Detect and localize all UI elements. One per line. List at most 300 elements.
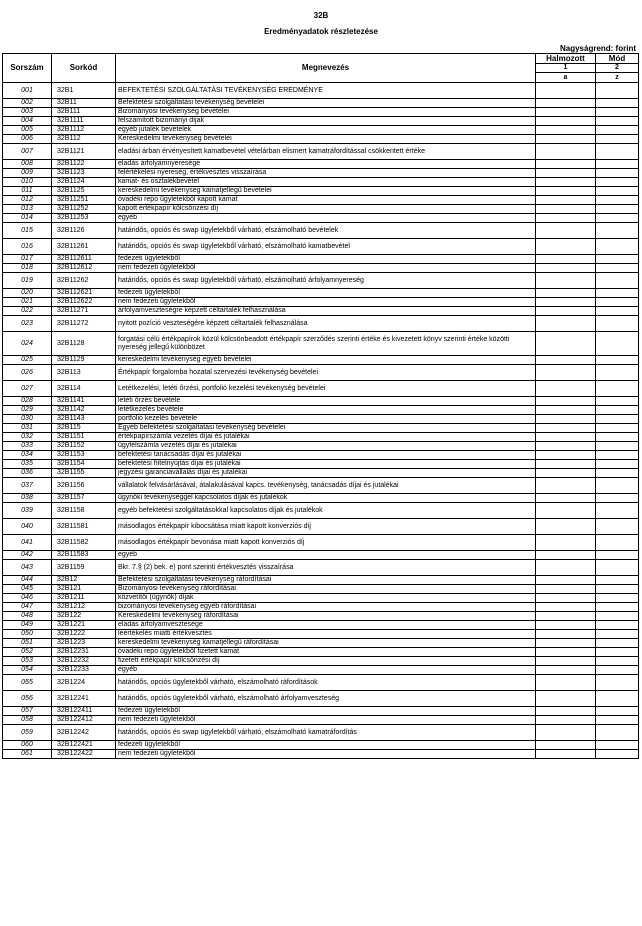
row-halmozott[interactable] <box>536 298 596 307</box>
row-name: Értékpapír forgalomba hozatal szervezési tevékenység bevételei <box>116 365 536 381</box>
col-halmozott-letter: a <box>536 73 596 83</box>
row-code: 32B1124 <box>52 178 116 187</box>
row-number: 058 <box>3 716 52 725</box>
row-number: 004 <box>3 117 52 126</box>
row-code: 32B11582 <box>52 535 116 551</box>
table-row <box>3 519 639 535</box>
row-halmozott[interactable] <box>536 196 596 205</box>
row-name: határidős, opciós és swap ügyletekből várható, elszámolható árfolyamnyereség <box>116 273 536 289</box>
table-row <box>3 99 639 108</box>
row-mod[interactable] <box>596 666 639 675</box>
row-number: 055 <box>3 675 52 691</box>
row-halmozott[interactable] <box>536 160 596 169</box>
row-number: 012 <box>3 196 52 205</box>
row-halmozott[interactable] <box>536 433 596 442</box>
row-mod[interactable] <box>596 397 639 406</box>
table-row <box>3 648 639 657</box>
row-name: értékpapírszámla vezetés díjai és jutalékai <box>116 433 536 442</box>
row-mod[interactable] <box>596 239 639 255</box>
row-mod[interactable] <box>596 214 639 223</box>
table-row <box>3 196 639 205</box>
row-code: 32B12242 <box>52 725 116 741</box>
row-mod[interactable] <box>596 460 639 469</box>
table-row <box>3 551 639 560</box>
row-mod[interactable] <box>596 365 639 381</box>
row-number: 001 <box>3 83 52 99</box>
row-number: 011 <box>3 187 52 196</box>
row-code: 32B112621 <box>52 289 116 298</box>
row-number: 014 <box>3 214 52 223</box>
row-code: 32B1141 <box>52 397 116 406</box>
row-halmozott[interactable] <box>536 460 596 469</box>
row-code: 32B11252 <box>52 205 116 214</box>
row-code: 32B1221 <box>52 621 116 630</box>
row-halmozott[interactable] <box>536 316 596 332</box>
row-halmozott[interactable] <box>536 239 596 255</box>
row-mod[interactable] <box>596 316 639 332</box>
row-mod[interactable] <box>596 442 639 451</box>
row-halmozott[interactable] <box>536 750 596 759</box>
row-halmozott[interactable] <box>536 356 596 365</box>
table-row <box>3 639 639 648</box>
row-number: 045 <box>3 585 52 594</box>
row-name: bizományosi tevékenység egyéb ráfordításai <box>116 603 536 612</box>
row-mod[interactable] <box>596 707 639 716</box>
row-code: 32B122 <box>52 612 116 621</box>
row-code: 32B112612 <box>52 264 116 273</box>
row-halmozott[interactable] <box>536 621 596 630</box>
row-number: 030 <box>3 415 52 424</box>
table-row <box>3 707 639 716</box>
row-number: 016 <box>3 239 52 255</box>
row-name: jegyzési garanciavállalás díjai és jutalékai <box>116 469 536 478</box>
row-halmozott[interactable] <box>536 594 596 603</box>
row-name: egyéb <box>116 214 536 223</box>
row-number: 027 <box>3 381 52 397</box>
row-halmozott[interactable] <box>536 264 596 273</box>
table-row <box>3 239 639 255</box>
table-row <box>3 83 639 99</box>
row-halmozott[interactable] <box>536 675 596 691</box>
table-row <box>3 205 639 214</box>
row-mod[interactable] <box>596 560 639 576</box>
row-halmozott[interactable] <box>536 442 596 451</box>
row-mod[interactable] <box>596 196 639 205</box>
row-code: 32B122411 <box>52 707 116 716</box>
row-mod[interactable] <box>596 83 639 99</box>
row-name: másodlagos értékpapír bevonása miatt kapott konverziós díj <box>116 535 536 551</box>
row-halmozott[interactable] <box>536 519 596 535</box>
table-row <box>3 675 639 691</box>
row-name: forgatási célú értékpapírok közül kölcsönbeadott értékpapír szerződés szerinti értéke és kivezetett könyv szerinti értéke közötti nyereség jellegű különbözet <box>116 332 536 356</box>
row-mod[interactable] <box>596 519 639 535</box>
row-mod[interactable] <box>596 406 639 415</box>
row-halmozott[interactable] <box>536 178 596 187</box>
row-mod[interactable] <box>596 255 639 264</box>
row-name: Egyéb befektetési szolgáltatási tevékenység bevételei <box>116 424 536 433</box>
row-halmozott[interactable] <box>536 83 596 99</box>
row-mod[interactable] <box>596 223 639 239</box>
row-halmozott[interactable] <box>536 144 596 160</box>
row-halmozott[interactable] <box>536 551 596 560</box>
row-name: fedezeti ügyletekből <box>116 741 536 750</box>
row-name: letéti őrzés bevétele <box>116 397 536 406</box>
row-halmozott[interactable] <box>536 307 596 316</box>
row-mod[interactable] <box>596 135 639 144</box>
row-mod[interactable] <box>596 648 639 657</box>
table-row <box>3 307 639 316</box>
row-mod[interactable] <box>596 494 639 503</box>
row-halmozott[interactable] <box>536 494 596 503</box>
row-mod[interactable] <box>596 750 639 759</box>
row-mod[interactable] <box>596 639 639 648</box>
row-halmozott[interactable] <box>536 666 596 675</box>
row-code: 32B12231 <box>52 648 116 657</box>
row-number: 028 <box>3 397 52 406</box>
row-halmozott[interactable] <box>536 169 596 178</box>
data-table <box>2 53 639 759</box>
row-halmozott[interactable] <box>536 716 596 725</box>
row-number: 050 <box>3 630 52 639</box>
row-halmozott[interactable] <box>536 126 596 135</box>
row-halmozott[interactable] <box>536 365 596 381</box>
row-code: 32B11261 <box>52 239 116 255</box>
table-row <box>3 469 639 478</box>
row-code: 32B114 <box>52 381 116 397</box>
row-code: 32B1159 <box>52 560 116 576</box>
table-row <box>3 187 639 196</box>
row-number: 006 <box>3 135 52 144</box>
row-halmozott[interactable] <box>536 255 596 264</box>
row-code: 32B1212 <box>52 603 116 612</box>
row-halmozott[interactable] <box>536 639 596 648</box>
table-row <box>3 433 639 442</box>
row-code: 32B113 <box>52 365 116 381</box>
row-name: árfolyamveszteségre képzett céltartalék felhasználása <box>116 307 536 316</box>
row-halmozott[interactable] <box>536 397 596 406</box>
row-mod[interactable] <box>596 144 639 160</box>
row-name: határidős, opciós ügyletekből várható, elszámolható ráfordítások <box>116 675 536 691</box>
table-row <box>3 144 639 160</box>
row-code: 32B1224 <box>52 675 116 691</box>
row-mod[interactable] <box>596 691 639 707</box>
row-code: 32B1151 <box>52 433 116 442</box>
row-name: vállalatok felvásárlásával, átalakulásával kapcs. tevékenység, tanácsadás díjai és jutalékai <box>116 478 536 494</box>
table-row <box>3 169 639 178</box>
row-mod[interactable] <box>596 716 639 725</box>
table-row <box>3 273 639 289</box>
table-row <box>3 415 639 424</box>
row-name: fedezeti ügyletekből <box>116 707 536 716</box>
row-mod[interactable] <box>596 187 639 196</box>
row-code: 32B1154 <box>52 460 116 469</box>
row-mod[interactable] <box>596 478 639 494</box>
row-mod[interactable] <box>596 433 639 442</box>
row-name: befektetési hitelnyújtás díjai és jutalékai <box>116 460 536 469</box>
row-halmozott[interactable] <box>536 691 596 707</box>
row-name: kereskedelmi tevékenység egyéb bevételei <box>116 356 536 365</box>
row-code: 32B115 <box>52 424 116 433</box>
row-mod[interactable] <box>596 451 639 460</box>
unit-label: Nagyságrend: forint <box>559 44 636 53</box>
row-name: határidős, opciós és swap ügyletekből várható, elszámolható bevételek <box>116 223 536 239</box>
row-halmozott[interactable] <box>536 273 596 289</box>
row-number: 019 <box>3 273 52 289</box>
row-halmozott[interactable] <box>536 648 596 657</box>
row-mod[interactable] <box>596 675 639 691</box>
row-halmozott[interactable] <box>536 451 596 460</box>
row-mod[interactable] <box>596 356 639 365</box>
row-name: közvetítői (ügynök) díjak <box>116 594 536 603</box>
table-row <box>3 381 639 397</box>
table-row <box>3 585 639 594</box>
table-row <box>3 451 639 460</box>
row-name: kamat- és osztalékbevétel <box>116 178 536 187</box>
table-row <box>3 160 639 169</box>
row-mod[interactable] <box>596 169 639 178</box>
table-body <box>3 83 639 759</box>
row-number: 046 <box>3 594 52 603</box>
row-halmozott[interactable] <box>536 205 596 214</box>
table-row <box>3 126 639 135</box>
form-title: Eredményadatok részletezése <box>264 27 378 36</box>
table-row <box>3 135 639 144</box>
row-number: 003 <box>3 108 52 117</box>
row-mod[interactable] <box>596 585 639 594</box>
table-row <box>3 298 639 307</box>
row-code: 32B1142 <box>52 406 116 415</box>
row-name: egyéb befektetési szolgáltatásokkal kapcsolatos díjak és jutalékok <box>116 503 536 519</box>
table-row <box>3 691 639 707</box>
row-number: 057 <box>3 707 52 716</box>
row-halmozott[interactable] <box>536 381 596 397</box>
row-mod[interactable] <box>596 99 639 108</box>
row-name: eladás árfolyamnyeresége <box>116 160 536 169</box>
row-halmozott[interactable] <box>536 214 596 223</box>
row-code: 32B11271 <box>52 307 116 316</box>
row-mod[interactable] <box>596 630 639 639</box>
table-row <box>3 657 639 666</box>
row-name: felértékelési nyereség, értékvesztés visszaírása <box>116 169 536 178</box>
row-mod[interactable] <box>596 381 639 397</box>
table-row <box>3 264 639 273</box>
row-name: Bkr. 7.§ (2) bek. e) pont szerinti értékvesztés visszaírása <box>116 560 536 576</box>
table-row <box>3 460 639 469</box>
row-mod[interactable] <box>596 725 639 741</box>
row-code: 32B1126 <box>52 223 116 239</box>
row-halmozott[interactable] <box>536 223 596 239</box>
row-name: határidős, opciós és swap ügyletekből várható, elszámolható kamatráfordítás <box>116 725 536 741</box>
row-code: 32B1111 <box>52 117 116 126</box>
row-halmozott[interactable] <box>536 630 596 639</box>
table-row <box>3 356 639 365</box>
row-code: 32B1129 <box>52 356 116 365</box>
row-halmozott[interactable] <box>536 135 596 144</box>
row-code: 32B11581 <box>52 519 116 535</box>
row-halmozott[interactable] <box>536 725 596 741</box>
row-name: Letétkezelési, letéti őrzési, portfolió kezelési tevékenység bevételei <box>116 381 536 397</box>
row-name: BEFEKTETÉSI SZOLGÁLTATÁSI TEVÉKENYSÉG EREDMÉNYE <box>116 83 536 99</box>
row-halmozott[interactable] <box>536 469 596 478</box>
row-number: 036 <box>3 469 52 478</box>
row-code: 32B1 <box>52 83 116 99</box>
row-halmozott[interactable] <box>536 99 596 108</box>
row-mod[interactable] <box>596 332 639 356</box>
table-row <box>3 478 639 494</box>
row-number: 005 <box>3 126 52 135</box>
row-code: 32B1123 <box>52 169 116 178</box>
row-halmozott[interactable] <box>536 108 596 117</box>
row-mod[interactable] <box>596 205 639 214</box>
row-mod[interactable] <box>596 741 639 750</box>
row-name: nem fedezeti ügyletekből <box>116 716 536 725</box>
table-row <box>3 630 639 639</box>
row-mod[interactable] <box>596 117 639 126</box>
row-halmozott[interactable] <box>536 585 596 594</box>
row-mod[interactable] <box>596 424 639 433</box>
row-number: 042 <box>3 551 52 560</box>
row-halmozott[interactable] <box>536 406 596 415</box>
row-mod[interactable] <box>596 273 639 289</box>
row-code: 32B112611 <box>52 255 116 264</box>
row-name: eladás árfolyamvesztesége <box>116 621 536 630</box>
row-number: 002 <box>3 99 52 108</box>
row-halmozott[interactable] <box>536 560 596 576</box>
row-code: 32B122421 <box>52 741 116 750</box>
row-mod[interactable] <box>596 289 639 298</box>
row-mod[interactable] <box>596 178 639 187</box>
row-halmozott[interactable] <box>536 657 596 666</box>
row-mod[interactable] <box>596 535 639 551</box>
row-number: 013 <box>3 205 52 214</box>
row-mod[interactable] <box>596 594 639 603</box>
row-name: határidős, opciós ügyletekből várható, elszámolható árfolyamveszteség <box>116 691 536 707</box>
row-mod[interactable] <box>596 307 639 316</box>
row-halmozott[interactable] <box>536 187 596 196</box>
table-row <box>3 117 639 126</box>
row-mod[interactable] <box>596 612 639 621</box>
row-number: 041 <box>3 535 52 551</box>
row-mod[interactable] <box>596 108 639 117</box>
table-row <box>3 725 639 741</box>
row-number: 060 <box>3 741 52 750</box>
row-number: 017 <box>3 255 52 264</box>
col-mod-letter: z <box>596 73 639 83</box>
row-code: 32B121 <box>52 585 116 594</box>
row-halmozott[interactable] <box>536 741 596 750</box>
row-halmozott[interactable] <box>536 576 596 585</box>
row-code: 32B1112 <box>52 126 116 135</box>
row-name: fizetett értékpapír kölcsönzési díj <box>116 657 536 666</box>
row-number: 044 <box>3 576 52 585</box>
row-code: 32B1157 <box>52 494 116 503</box>
row-halmozott[interactable] <box>536 535 596 551</box>
col-halmozott: Halmozott <box>536 54 596 64</box>
row-halmozott[interactable] <box>536 332 596 356</box>
table-row <box>3 397 639 406</box>
row-code: 32B1223 <box>52 639 116 648</box>
row-code: 32B11251 <box>52 196 116 205</box>
table-row <box>3 560 639 576</box>
row-halmozott[interactable] <box>536 478 596 494</box>
row-code: 32B1153 <box>52 451 116 460</box>
table-row <box>3 535 639 551</box>
row-name: óvadéki repo ügyletekből fizetett kamat <box>116 648 536 657</box>
row-name: nem fedezeti ügyletekből <box>116 298 536 307</box>
table-row <box>3 576 639 585</box>
row-number: 040 <box>3 519 52 535</box>
row-number: 029 <box>3 406 52 415</box>
row-halmozott[interactable] <box>536 612 596 621</box>
row-number: 049 <box>3 621 52 630</box>
row-number: 056 <box>3 691 52 707</box>
col-megnevezes: Megnevezés <box>116 54 536 83</box>
row-halmozott[interactable] <box>536 424 596 433</box>
row-number: 022 <box>3 307 52 316</box>
row-mod[interactable] <box>596 551 639 560</box>
row-code: 32B11272 <box>52 316 116 332</box>
row-mod[interactable] <box>596 126 639 135</box>
row-halmozott[interactable] <box>536 603 596 612</box>
row-number: 061 <box>3 750 52 759</box>
row-name: kereskedelmi tevékenység kamatjellegű ráfordításai <box>116 639 536 648</box>
row-mod[interactable] <box>596 503 639 519</box>
col-mod-num: 2 <box>596 64 639 73</box>
row-mod[interactable] <box>596 469 639 478</box>
row-name: Kereskedelmi tevékenység ráfordításai <box>116 612 536 621</box>
row-code: 32B1143 <box>52 415 116 424</box>
row-mod[interactable] <box>596 160 639 169</box>
row-mod[interactable] <box>596 576 639 585</box>
row-name: Kereskedelmi tevékenység bevételei <box>116 135 536 144</box>
row-number: 021 <box>3 298 52 307</box>
row-name: nem fedezeti ügyletekből <box>116 750 536 759</box>
row-number: 052 <box>3 648 52 657</box>
row-code: 32B122412 <box>52 716 116 725</box>
row-code: 32B1155 <box>52 469 116 478</box>
row-name: eladási árban érvényesített kamatbevétel vételárban elismert kamatráfordítással csökkentett értéke <box>116 144 536 160</box>
row-halmozott[interactable] <box>536 289 596 298</box>
row-code: 32B12233 <box>52 666 116 675</box>
row-code: 32B112 <box>52 135 116 144</box>
row-name: ügynöki tevékenységgel kapcsolatos díjak és jutalékok <box>116 494 536 503</box>
row-code: 32B1121 <box>52 144 116 160</box>
row-mod[interactable] <box>596 621 639 630</box>
row-name: Bizományosi tevékenység ráfordításai <box>116 585 536 594</box>
row-name: kereskedelmi tevékenység kamatjellegű bevételei <box>116 187 536 196</box>
table-row <box>3 612 639 621</box>
row-number: 038 <box>3 494 52 503</box>
row-halmozott[interactable] <box>536 707 596 716</box>
table-row <box>3 255 639 264</box>
row-halmozott[interactable] <box>536 503 596 519</box>
row-number: 043 <box>3 560 52 576</box>
table-row <box>3 424 639 433</box>
row-halmozott[interactable] <box>536 415 596 424</box>
row-mod[interactable] <box>596 603 639 612</box>
row-number: 039 <box>3 503 52 519</box>
row-name: határidős, opciós és swap ügyletekből várható, elszámolható kamatbevétel <box>116 239 536 255</box>
row-mod[interactable] <box>596 415 639 424</box>
row-mod[interactable] <box>596 657 639 666</box>
row-number: 018 <box>3 264 52 273</box>
row-name: másodlagos értékpapír kibocsátása miatt kapott konverziós díj <box>116 519 536 535</box>
row-mod[interactable] <box>596 264 639 273</box>
row-halmozott[interactable] <box>536 117 596 126</box>
row-code: 32B1152 <box>52 442 116 451</box>
row-mod[interactable] <box>596 298 639 307</box>
row-code: 32B11262 <box>52 273 116 289</box>
